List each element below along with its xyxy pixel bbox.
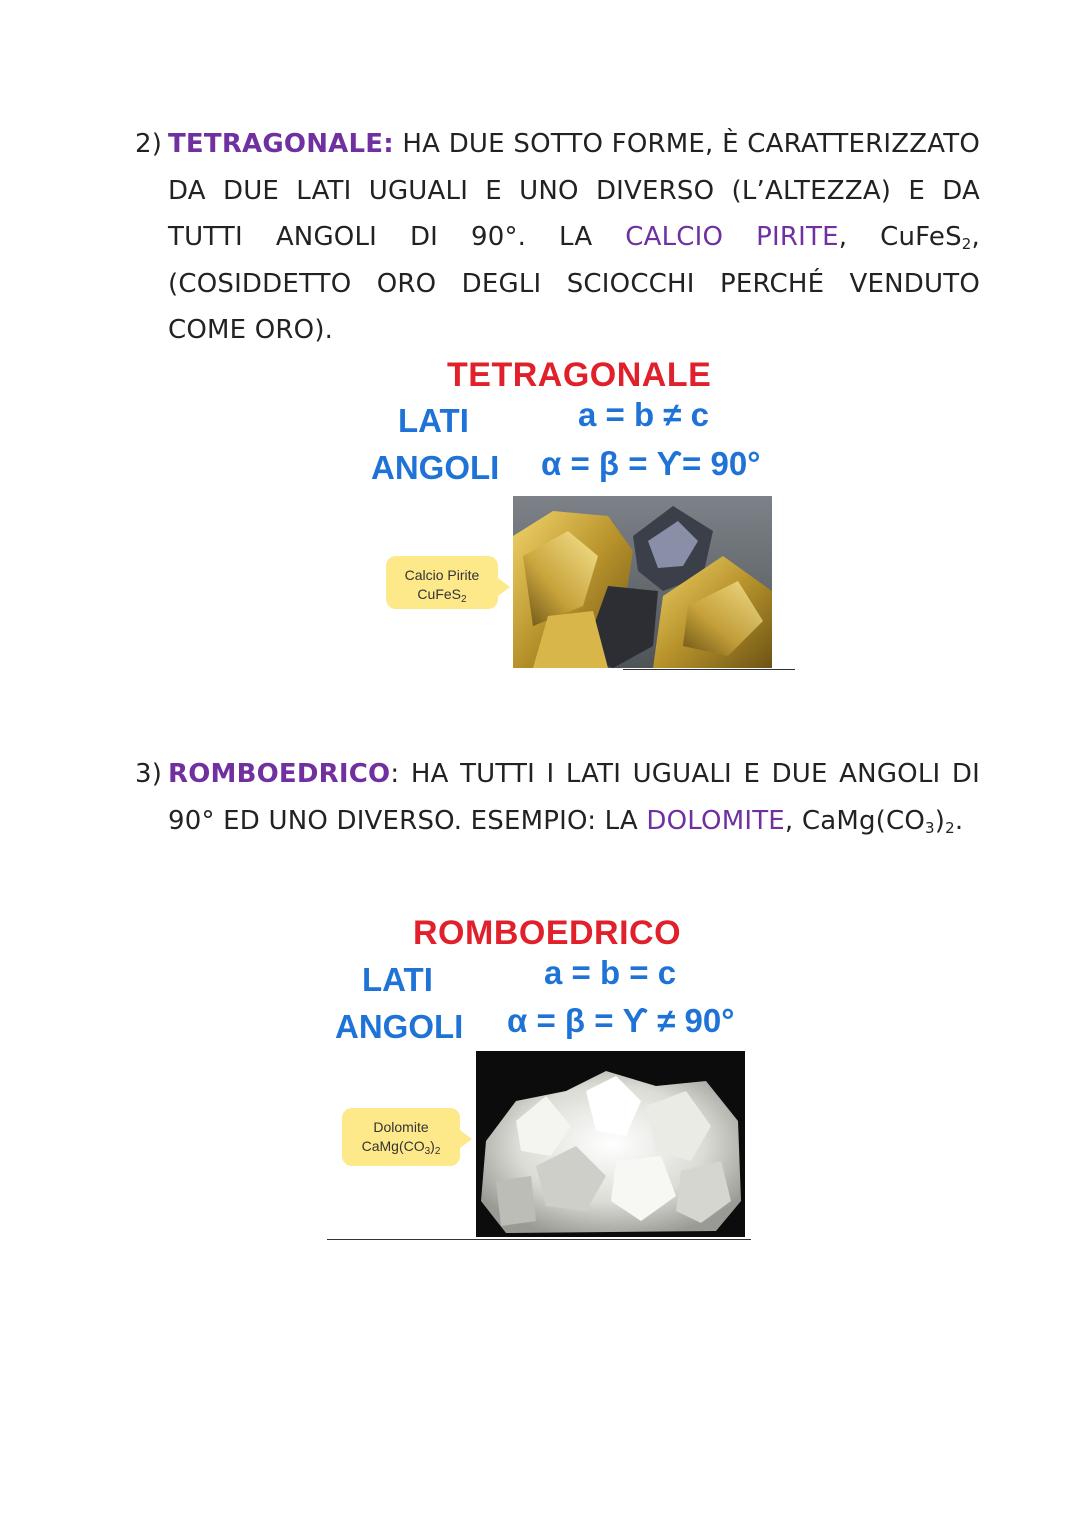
value-angles: α = β = ϒ ≠ 90° — [507, 1002, 735, 1039]
figure-title: TETRAGONALE — [447, 356, 712, 394]
list-number: 2) — [135, 129, 163, 159]
value-angles: α = β = ϒ= 90° — [541, 445, 761, 482]
figure-baseline — [623, 669, 795, 670]
paragraph-romboedrico — [135, 751, 980, 844]
paragraph-body: TETRAGONALE: HA DUE SOTTO FORME, È CARATTERIZZATO DA DUE LATI UGUALI E UNO DIVERSO (L’ALTEZZA) E DA TUTTI ANGOLI DI 90°. LA CALCIO PIRITE, CuFeS$_2$, (COSIDDETTO ORO DEGLI SCIOCCHI PERCHÉ VENDUTO COME ORO). — [168, 129, 980, 345]
label-angles: ANGOLI — [371, 449, 500, 486]
mineral-photo-dolomite — [476, 1051, 745, 1237]
value-sides: a = b = c — [544, 954, 677, 991]
paragraph-body: ROMBOEDRICO: HA TUTTI I LATI UGUALI E DUE ANGOLI DI 90° ED UNO DIVERSO. ESEMPIO: LA DOLOMITE, $CaMg(CO_3)_2$. — [168, 759, 980, 837]
keyword-tetragonale: TETRAGONALE: — [168, 129, 394, 159]
label-sides: LATI — [398, 402, 469, 439]
list-number: 3) — [135, 759, 163, 789]
callout-name: Calcio Pirite — [404, 567, 480, 583]
mineral-calcio-pirite: CALCIO PIRITE — [625, 222, 839, 252]
figure-baseline — [327, 1239, 751, 1240]
callout-name: Dolomite — [373, 1119, 429, 1135]
label-angles: ANGOLI — [335, 1008, 464, 1045]
mineral-dolomite: DOLOMITE — [646, 805, 785, 836]
paragraph-tetragonale — [135, 121, 980, 354]
callout-dolomite: Dolomite $CaMg(CO_3)_2$ — [342, 1108, 460, 1166]
callout-calcio-pirite: Calcio Pirite CuFeS$_2$ — [386, 556, 498, 609]
value-sides: a = b ≠ c — [578, 396, 709, 433]
keyword-romboedrico: ROMBOEDRICO — [168, 759, 391, 789]
mineral-photo-calcio-pirite — [513, 496, 772, 668]
figure-title: ROMBOEDRICO — [413, 914, 682, 952]
label-sides: LATI — [362, 961, 433, 998]
